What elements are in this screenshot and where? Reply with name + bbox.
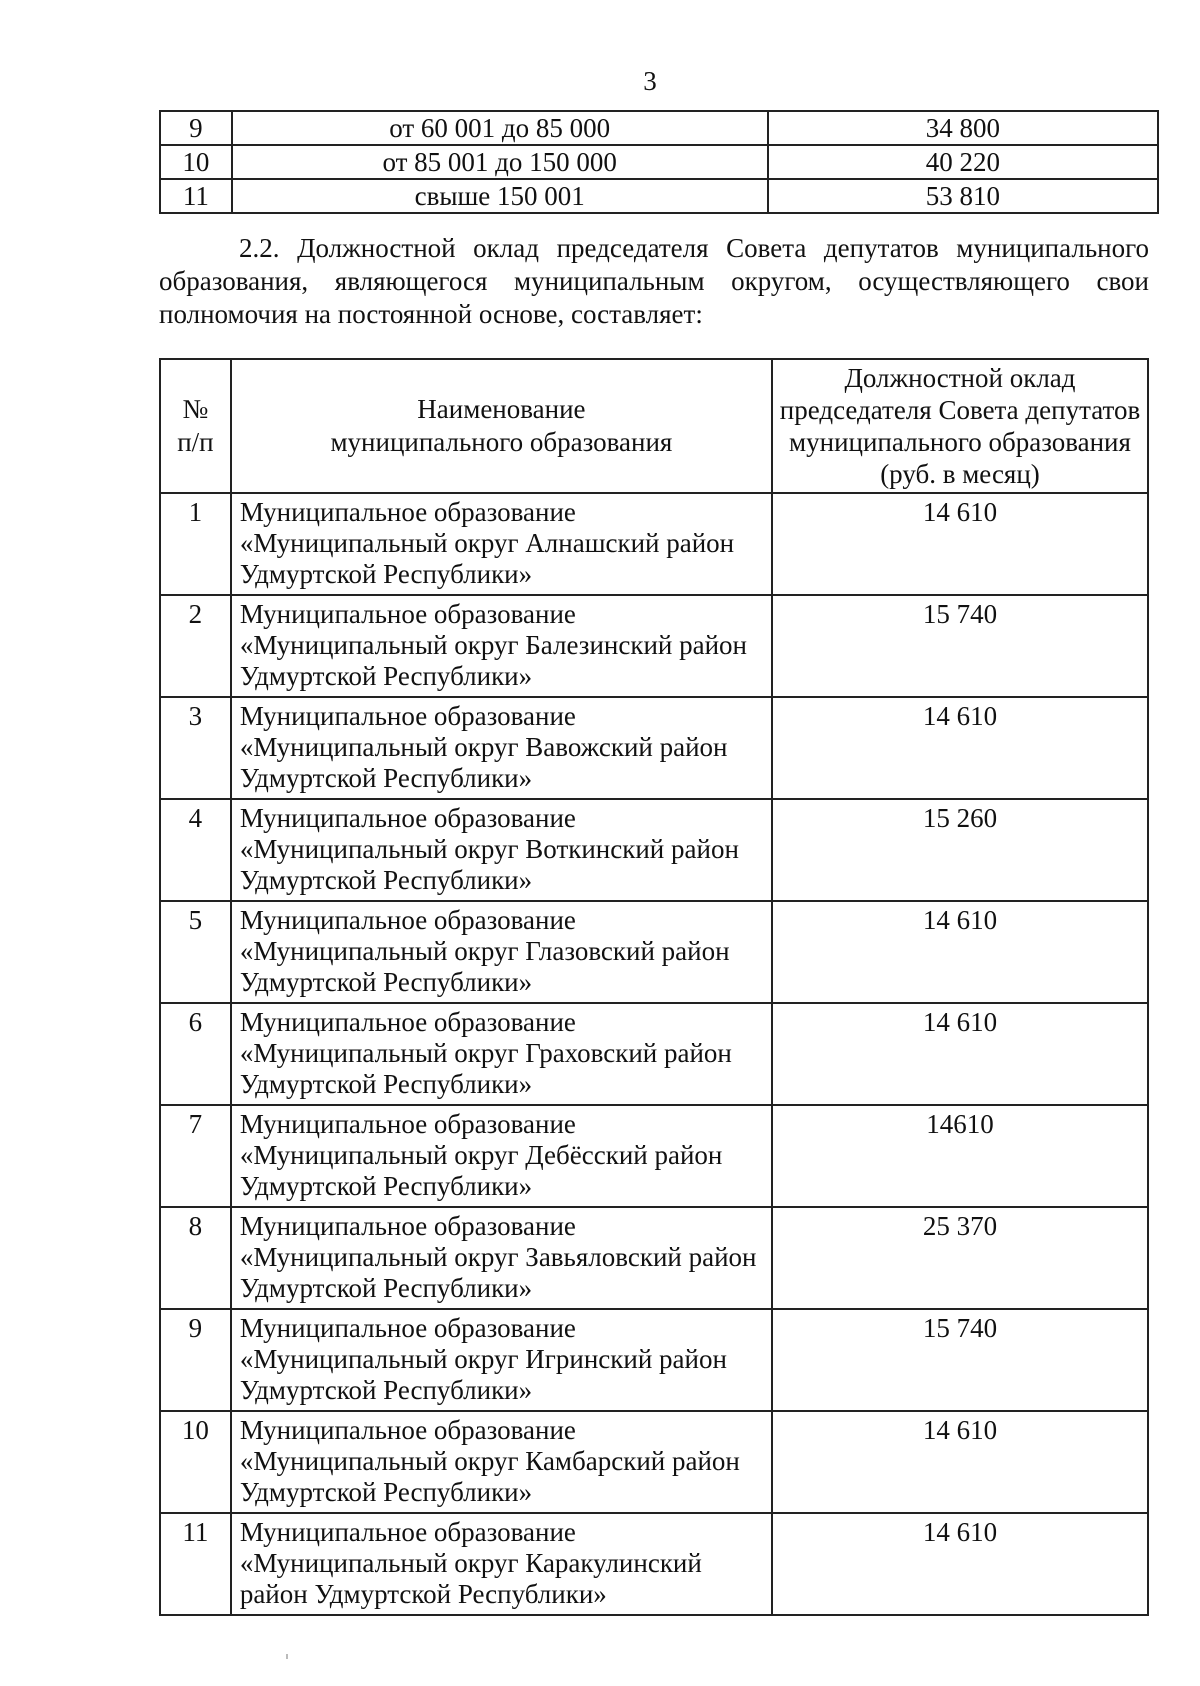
population-range: от 85 001 до 150 000 [232, 145, 768, 179]
row-number: 1 [160, 493, 231, 595]
row-number: 6 [160, 1003, 231, 1105]
municipality-name: Муниципальное образование «Муниципальный округ Дебёсский район Удмуртской Республики» [231, 1105, 772, 1207]
table-row [160, 1105, 1148, 1207]
row-number: 5 [160, 901, 231, 1003]
salary-value: 14 610 [772, 697, 1148, 799]
table-row [160, 697, 1148, 799]
row-number: 3 [160, 697, 231, 799]
municipality-name: Муниципальное образование «Муниципальный округ Глазовский район Удмуртской Республики» [231, 901, 772, 1003]
municipality-name: Муниципальное образование «Муниципальный округ Игринский район Удмуртской Республики» [231, 1309, 772, 1411]
row-number: 2 [160, 595, 231, 697]
table-row [160, 111, 1158, 145]
scan-artifact [286, 1654, 288, 1659]
salary-scale-body [160, 111, 1158, 213]
table-row [160, 1513, 1148, 1615]
municipality-name: Муниципальное образование «Муниципальный округ Балезинский район Удмуртской Республики» [231, 595, 772, 697]
salary-value: 15 740 [772, 1309, 1148, 1411]
row-number: 9 [160, 111, 232, 145]
salary-value: 14 610 [772, 901, 1148, 1003]
salary-value: 14 610 [772, 1003, 1148, 1105]
table-row [160, 1411, 1148, 1513]
municipality-name: Муниципальное образование «Муниципальный округ Камбарский район Удмуртской Республики» [231, 1411, 772, 1513]
salary-value: 15 260 [772, 799, 1148, 901]
population-range: от 60 001 до 85 000 [232, 111, 768, 145]
table-body [160, 493, 1148, 1615]
row-number: 4 [160, 799, 231, 901]
header-name-line2: муниципального образования [330, 427, 673, 457]
table-row [160, 179, 1158, 213]
salary-value: 53 810 [768, 179, 1158, 213]
salary-value: 14 610 [772, 493, 1148, 595]
chairman-salary-table [159, 358, 1149, 1616]
header-name-line1: Наименование [417, 394, 586, 424]
paragraph-2-2: 2.2. Должностной оклад председателя Совета депутатов муниципального образования, являющегося муниципальным округом, осуществляющего свои полномочия на постоянной основе, составляет: [159, 233, 1149, 329]
municipality-name: Муниципальное образование «Муниципальный округ Вавожский район Удмуртской Республики» [231, 697, 772, 799]
municipality-name: Муниципальное образование «Муниципальный округ Каракулинский район Удмуртской Республики» [231, 1513, 772, 1615]
salary-value: 25 370 [772, 1207, 1148, 1309]
table-row [160, 145, 1158, 179]
header-name [231, 359, 772, 493]
salary-value: 14 610 [772, 1513, 1148, 1615]
header-row [160, 359, 1148, 493]
header-salary: Должностной оклад председателя Совета депутатов муниципального образования (руб. в месяц) [772, 359, 1148, 493]
table-row [160, 493, 1148, 595]
salary-value: 34 800 [768, 111, 1158, 145]
header-number-line2: п/п [177, 427, 214, 457]
row-number: 7 [160, 1105, 231, 1207]
row-number: 8 [160, 1207, 231, 1309]
table-row [160, 595, 1148, 697]
row-number: 10 [160, 1411, 231, 1513]
table-header [160, 359, 1148, 493]
municipality-name: Муниципальное образование «Муниципальный округ Завьяловский район Удмуртской Республики» [231, 1207, 772, 1309]
municipality-name: Муниципальное образование «Муниципальный округ Воткинский район Удмуртской Республики» [231, 799, 772, 901]
page-number: 3 [643, 66, 657, 96]
table-row [160, 901, 1148, 1003]
header-number-line1: № [182, 394, 209, 424]
salary-value: 14610 [772, 1105, 1148, 1207]
municipality-name: Муниципальное образование «Муниципальный округ Граховский район Удмуртской Республики» [231, 1003, 772, 1105]
row-number: 10 [160, 145, 232, 179]
table-row [160, 1003, 1148, 1105]
row-number: 9 [160, 1309, 231, 1411]
table-row [160, 1309, 1148, 1411]
salary-value: 14 610 [772, 1411, 1148, 1513]
salary-value: 15 740 [772, 595, 1148, 697]
header-number [160, 359, 231, 493]
salary-scale-table [159, 110, 1159, 214]
row-number: 11 [160, 179, 232, 213]
table-row [160, 799, 1148, 901]
row-number: 11 [160, 1513, 231, 1615]
population-range: свыше 150 001 [232, 179, 768, 213]
municipality-name: Муниципальное образование «Муниципальный округ Алнашский район Удмуртской Республики» [231, 493, 772, 595]
salary-value: 40 220 [768, 145, 1158, 179]
table-row [160, 1207, 1148, 1309]
